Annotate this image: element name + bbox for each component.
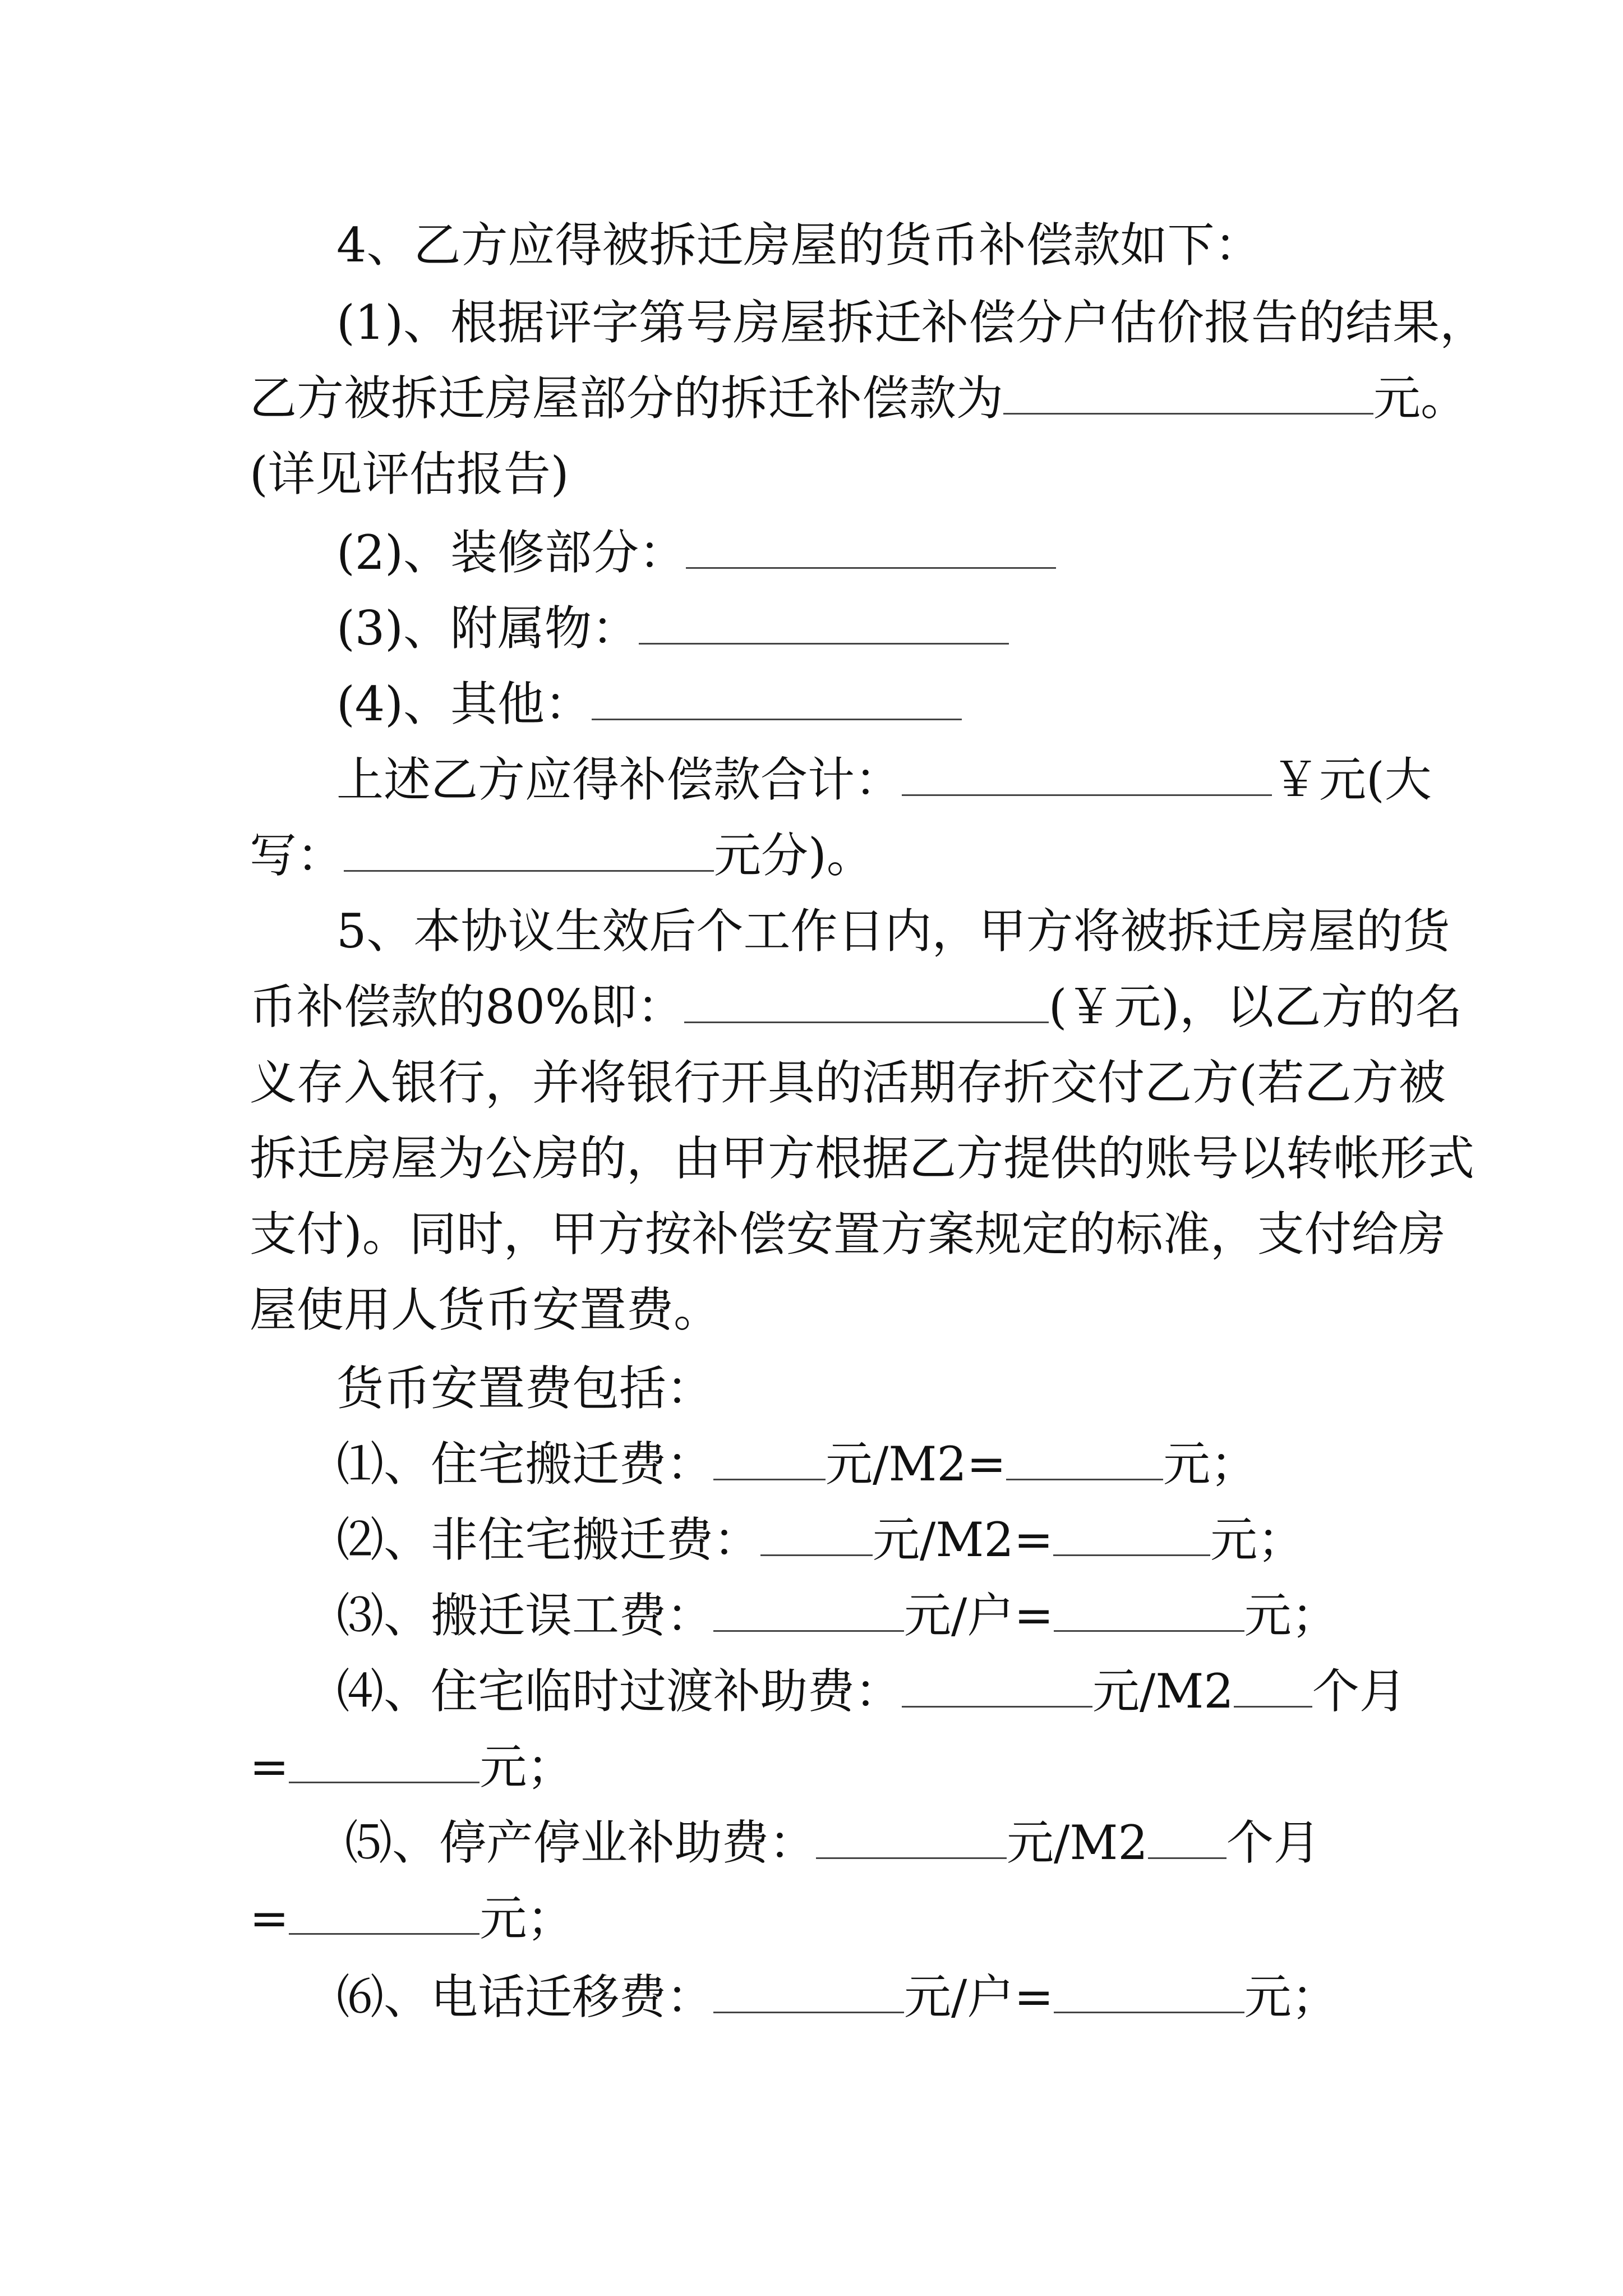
blank-field: [686, 527, 1056, 569]
blank-field: [902, 1665, 1092, 1708]
blank-field: [344, 830, 714, 872]
blank-field: [902, 754, 1272, 796]
total-line: 上述乙方应得补偿款合计： ￥元(大: [336, 752, 1432, 807]
blank-field: [289, 1741, 479, 1783]
blank-field: [713, 1590, 904, 1632]
blank-field: [713, 1971, 904, 2013]
blank-field: [1054, 1971, 1244, 2013]
item-2-decoration: (2)、装修部分：: [336, 524, 1056, 581]
blank-field: [1006, 1438, 1163, 1480]
clause-5-line-5: 支付)。同时，甲方按补偿安置方案规定的标准，支付给房: [250, 1207, 1446, 1262]
fee-item-4: ⑷、住宅临时过渡补助费： 元/M2 个月: [336, 1664, 1407, 1719]
see-report-line: (详见评估报告): [250, 447, 569, 501]
total-uppercase-line: 写： 元分)。: [250, 828, 874, 883]
blank-field: [1053, 1514, 1210, 1556]
item-4-other: (4)、其他：: [336, 676, 962, 732]
fee-item-1: ⑴、住宅搬迁费： 元/M2= 元；: [336, 1437, 1258, 1492]
clause-4-heading: 4、乙方应得被拆迁房屋的货币补偿款如下：: [336, 218, 1262, 273]
blank-field: [684, 981, 1049, 1023]
blank-field: [760, 1514, 873, 1556]
blank-field: [592, 678, 962, 720]
blank-field: [1234, 1665, 1312, 1708]
clause-5-line-1: 5、本协议生效后个工作日内，甲方将被拆迁房屋的货: [336, 904, 1450, 959]
blank-field: [1148, 1817, 1227, 1859]
clause-5-line-3: 义存入银行，并将银行开具的活期存折交付乙方(若乙方被: [250, 1055, 1446, 1110]
fee-item-5: ⑸、停产停业补助费： 元/M2 个月: [345, 1815, 1321, 1870]
blank-field: [1003, 372, 1373, 415]
fee-item-5-result: = 元；: [250, 1891, 574, 1946]
fee-item-3: ⑶、搬迁误工费： 元/户= 元；: [336, 1588, 1339, 1643]
clause-5-line-4: 拆迁房屋为公房的，由甲方根据乙方提供的账号以转帐形式: [250, 1131, 1475, 1186]
fee-item-6: ⑹、电话迁移费： 元/户= 元；: [336, 1970, 1339, 2024]
clause-5-line-2: 币补偿款的80%即： (￥元)，以乙方的名: [250, 979, 1463, 1034]
clause-5-line-6: 屋使用人货币安置费。: [250, 1282, 721, 1337]
blank-field: [713, 1438, 826, 1480]
blank-field: [1054, 1590, 1244, 1632]
blank-field: [816, 1817, 1007, 1859]
item-1-line: (1)、根据评字第号房屋拆迁补偿分户估价报告的结果，: [336, 295, 1487, 350]
compensation-amount-line: 乙方被拆迁房屋部分的拆迁补偿款为 元。: [250, 371, 1468, 426]
item-3-attachments: (3)、附属物：: [336, 600, 1009, 656]
blank-field: [289, 1893, 479, 1935]
fee-item-2: ⑵、非住宅搬迁费： 元/M2= 元；: [336, 1512, 1305, 1567]
fee-item-4-result: = 元；: [250, 1740, 574, 1795]
blank-field: [639, 602, 1009, 645]
relocation-fee-heading: 货币安置费包括：: [336, 1361, 714, 1416]
